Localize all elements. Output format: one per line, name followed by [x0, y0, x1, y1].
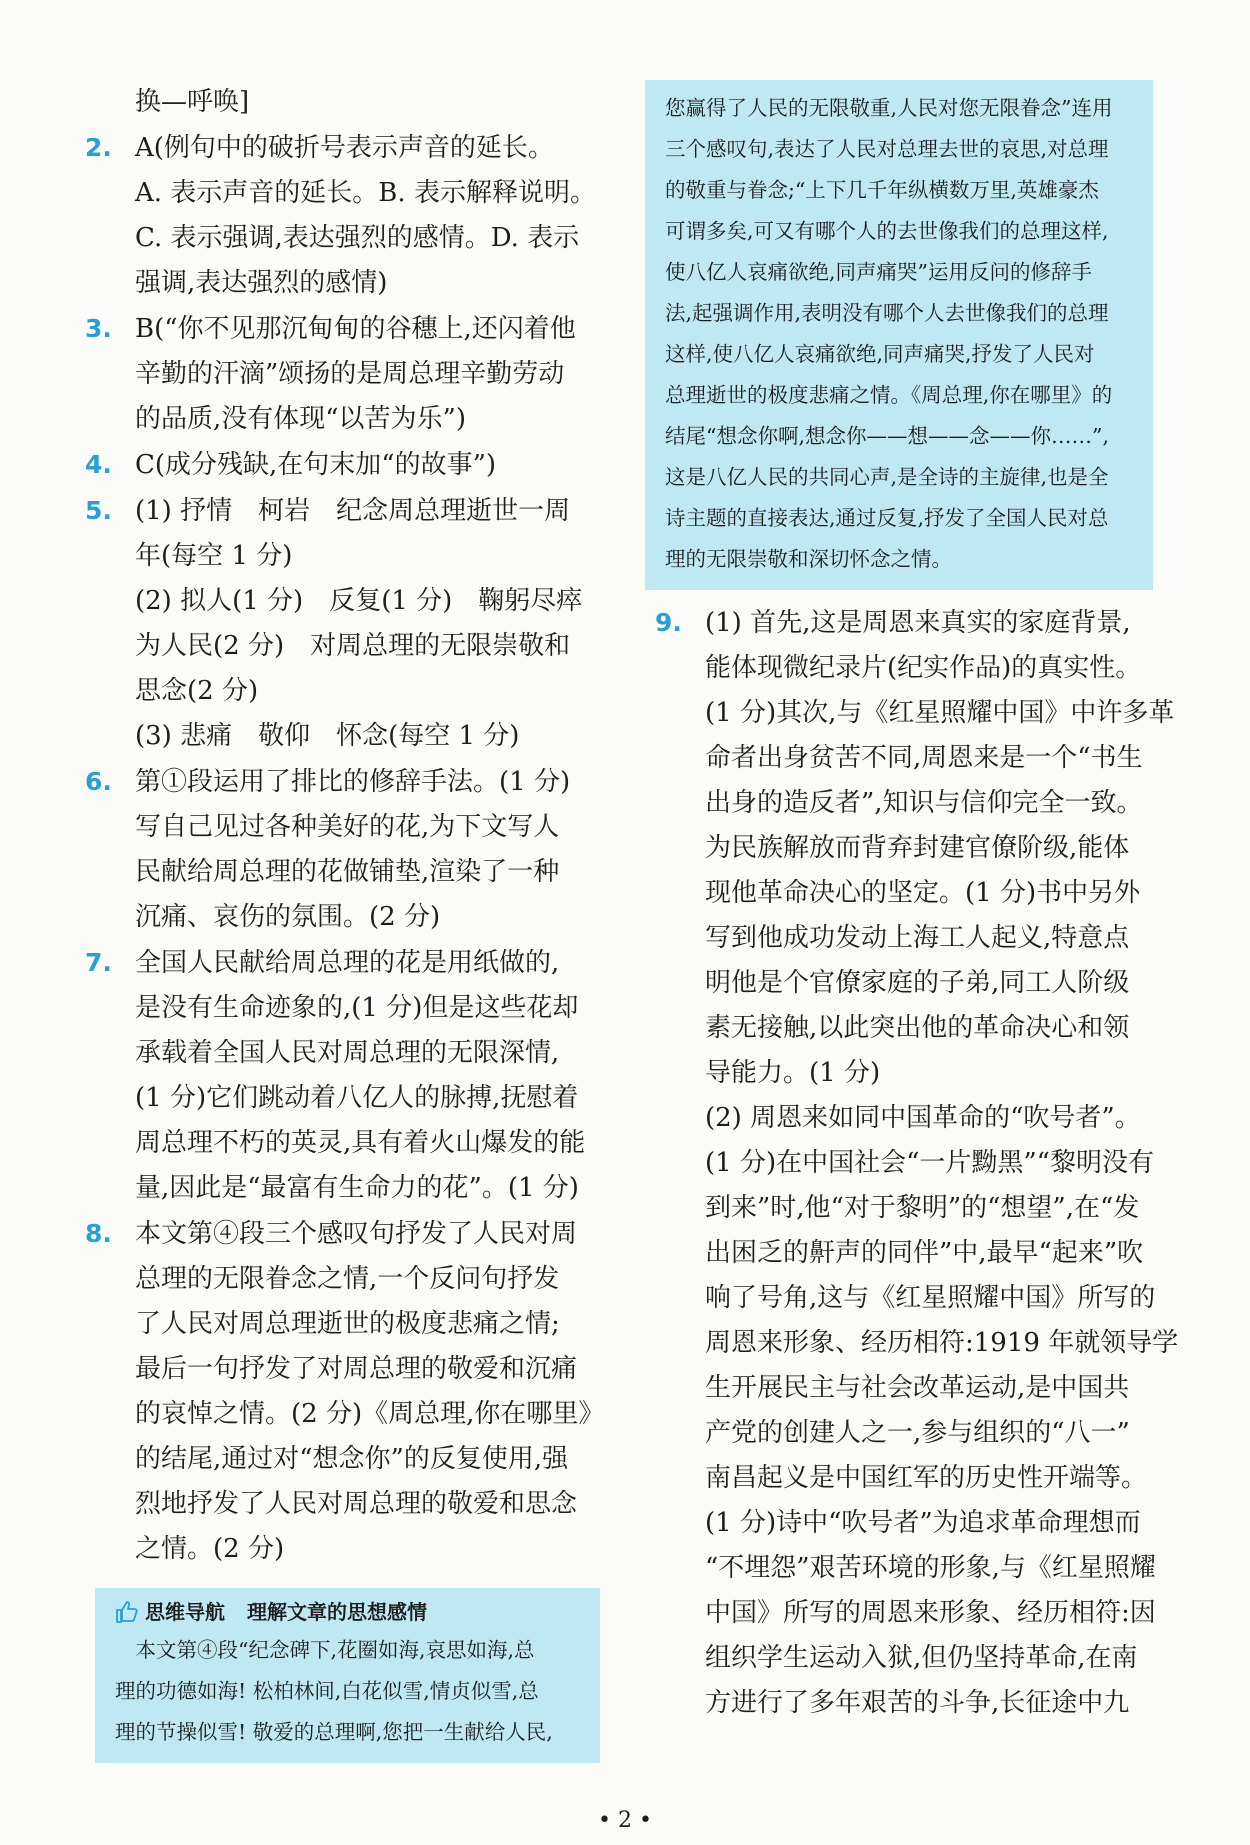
thinking-guide-line: 理的节操似雪! 敬爱的总理啊,您把一生献给人民, — [115, 1720, 553, 1744]
right-answer-list — [655, 600, 1179, 1726]
question-number: 3. — [85, 314, 112, 343]
answer-line — [655, 826, 1165, 871]
answer-text: 沉痛、哀伤的氛围。(2 分) — [135, 902, 441, 932]
answer-line — [655, 1546, 1165, 1591]
answer-text: 辛勤的汗滴”颂扬的是周总理辛勤劳动 — [135, 359, 565, 389]
answer-line — [655, 1276, 1165, 1321]
answer-line — [655, 1681, 1165, 1726]
thinking-guide-line: 理的功德如海! 松柏林间,白花似雪,情贞似雪,总 — [115, 1679, 539, 1703]
answer-text: 最后一句抒发了对周总理的敬爱和沉痛 — [135, 1354, 578, 1384]
answer-line — [655, 1141, 1165, 1186]
answer-text: 中国》所写的周恩来形象、经历相符:因 — [705, 1598, 1156, 1628]
analysis-line: 理的无限崇敬和深切怀念之情。 — [665, 547, 952, 571]
answer-text: 命者出身贫苦不同,周恩来是一个“书生 — [705, 743, 1143, 773]
answer-line — [85, 1166, 615, 1211]
answer-line — [655, 1006, 1165, 1051]
answer-text: 承载着全国人民对周总理的无限深情, — [135, 1038, 560, 1068]
thinking-guide-header — [115, 1594, 580, 1630]
answer-line — [85, 488, 615, 534]
question-number: 4. — [85, 450, 112, 479]
answer-text: 思念(2 分) — [135, 676, 259, 706]
answer-line — [85, 1392, 615, 1437]
answer-line — [85, 1031, 615, 1076]
answer-text: (1 分)其次,与《红星照耀中国》中许多革 — [705, 698, 1175, 728]
answer-text: (1) 首先,这是周恩来真实的家庭背景, — [705, 608, 1131, 638]
answer-line — [85, 80, 615, 125]
answer-text: 民献给周总理的花做铺垫,渲染了一种 — [135, 857, 560, 887]
answer-line — [85, 1437, 615, 1482]
thumbs-up-icon — [115, 1600, 139, 1624]
answer-text: C. 表示强调,表达强烈的感情。D. 表示 — [135, 223, 580, 253]
answer-text: 写自己见过各种美好的花,为下文写人 — [135, 812, 560, 842]
answer-text: 全国人民献给周总理的花是用纸做的, — [135, 948, 560, 978]
answer-line — [85, 306, 615, 352]
answer-line — [85, 1347, 615, 1392]
answer-text: 换—呼唤] — [135, 87, 250, 117]
answer-text: (1 分)在中国社会“一片黝黑”“黎明没有 — [705, 1148, 1154, 1178]
analysis-line: 可谓多矣,可又有哪个人的去世像我们的总理这样, — [665, 219, 1109, 243]
answer-text: 响了号角,这与《红星照耀中国》所写的 — [705, 1283, 1156, 1313]
answer-line — [655, 1501, 1165, 1546]
answer-text: (1) 抒情 柯岩 纪念周总理逝世一周 — [135, 496, 571, 526]
analysis-line: 使八亿人哀痛欲绝,同声痛哭”运用反问的修辞手 — [665, 260, 1092, 284]
answer-line — [655, 781, 1165, 826]
answer-line — [85, 397, 615, 442]
answer-line — [85, 759, 615, 805]
answer-text: 本文第④段三个感叹句抒发了人民对周 — [135, 1219, 578, 1249]
answer-line — [85, 352, 615, 397]
answer-line — [655, 1636, 1165, 1681]
answer-line — [85, 1527, 615, 1572]
answer-line — [85, 534, 615, 579]
answer-text: 出困乏的鼾声的同伴”中,最早“起来”吹 — [705, 1238, 1144, 1268]
answer-line — [85, 579, 615, 624]
answer-line — [655, 1051, 1165, 1096]
answer-line — [655, 1186, 1165, 1231]
answer-line — [655, 1231, 1165, 1276]
answer-line — [85, 940, 615, 986]
question-number: 5. — [85, 496, 112, 525]
analysis-line: 总理逝世的极度悲痛之情。《周总理,你在哪里》的 — [665, 383, 1113, 407]
answer-text: (1 分)诗中“吹号者”为追求革命理想而 — [705, 1508, 1141, 1538]
answer-text: 素无接触,以此突出他的革命决心和领 — [705, 1013, 1130, 1043]
answer-line — [85, 714, 615, 759]
answer-line — [655, 1456, 1165, 1501]
thinking-guide-title: 思维导航 — [145, 1600, 225, 1624]
analysis-line: 结尾“想念你啊,想念你——想——念——你……”, — [665, 424, 1109, 448]
answer-text: 方进行了多年艰苦的斗争,长征途中九 — [705, 1688, 1130, 1718]
answer-text: 为民族解放而背弃封建官僚阶级,能体 — [705, 833, 1130, 863]
question-number: 7. — [85, 948, 112, 977]
answer-line — [85, 442, 615, 488]
answer-text: A(例句中的破折号表示声音的延长。 — [135, 133, 554, 163]
answer-line — [85, 1211, 615, 1257]
question-number: 6. — [85, 767, 112, 796]
answer-text: 年(每空 1 分) — [135, 541, 293, 571]
answer-text: “不埋怨”艰苦环境的形象,与《红星照耀 — [705, 1553, 1156, 1583]
answer-text: 现他革命决心的坚定。(1 分)书中另外 — [705, 878, 1141, 908]
answer-text: 的结尾,通过对“想念你”的反复使用,强 — [135, 1444, 569, 1474]
answer-text: 能体现微纪录片(纪实作品)的真实性。 — [705, 653, 1142, 683]
answer-text: 量,因此是“最富有生命力的花”。(1 分) — [135, 1173, 579, 1203]
answer-line — [85, 1121, 615, 1166]
analysis-line: 法,起强调作用,表明没有哪个人去世像我们的总理 — [665, 301, 1109, 325]
answer-text: (1 分)它们跳动着八亿人的脉搏,抚慰着 — [135, 1083, 579, 1113]
answer-line — [85, 1302, 615, 1347]
answer-line — [85, 624, 615, 669]
question-number: 2. — [85, 133, 112, 162]
thinking-guide-subtitle: 理解文章的思想感情 — [247, 1600, 427, 1624]
answer-line — [655, 600, 1165, 646]
answer-line — [85, 805, 615, 850]
answer-line — [655, 961, 1165, 1006]
answer-line — [85, 669, 615, 714]
answer-line — [85, 1482, 615, 1527]
analysis-line: 的敬重与眷念;“上下几千年纵横数万里,英雄豪杰 — [665, 178, 1099, 202]
answer-line — [655, 871, 1165, 916]
answer-text: 的哀悼之情。(2 分)《周总理,你在哪里》 — [135, 1399, 605, 1429]
answer-text: (2) 拟人(1 分) 反复(1 分) 鞠躬尽瘁 — [135, 586, 583, 616]
answer-text: 南昌起义是中国红军的历史性开端等。 — [705, 1463, 1148, 1493]
answer-text: C(成分残缺,在句末加“的故事”) — [135, 450, 497, 480]
answer-line — [85, 1257, 615, 1302]
answer-text: 烈地抒发了人民对周总理的敬爱和思念 — [135, 1489, 578, 1519]
answer-text: (2) 周恩来如同中国革命的“吹号者”。 — [705, 1103, 1141, 1133]
answer-text: (3) 悲痛 敬仰 怀念(每空 1 分) — [135, 721, 520, 751]
answer-text: A. 表示声音的延长。B. 表示解释说明。 — [135, 178, 596, 208]
answer-line — [85, 895, 615, 940]
answer-text: 写到他成功发动上海工人起义,特意点 — [705, 923, 1130, 953]
answer-line — [655, 916, 1165, 961]
answer-text: 周总理不朽的英灵,具有着火山爆发的能 — [135, 1128, 586, 1158]
answer-line — [655, 1321, 1179, 1366]
answer-text: 之情。(2 分) — [135, 1534, 285, 1564]
answer-line — [85, 171, 615, 216]
analysis-line: 这是八亿人民的共同心声,是全诗的主旋律,也是全 — [665, 465, 1109, 489]
question-number: 9. — [655, 608, 682, 637]
analysis-line: 诗主题的直接表达,通过反复,抒发了全国人民对总 — [665, 506, 1109, 530]
answer-text: 导能力。(1 分) — [705, 1058, 881, 1088]
answer-line — [85, 216, 615, 261]
answer-line — [655, 736, 1165, 781]
answer-text: 的品质,没有体现“以苦为乐”) — [135, 404, 466, 434]
page-number: • 2 • — [598, 1808, 652, 1833]
answer-line — [655, 1411, 1165, 1456]
analysis-line: 三个感叹句,表达了人民对总理去世的哀思,对总理 — [665, 137, 1109, 161]
answer-text: 明他是个官僚家庭的子弟,同工人阶级 — [705, 968, 1130, 998]
answer-text: 到来”时,他“对于黎明”的“想望”,在“发 — [705, 1193, 1140, 1223]
analysis-line: 这样,使八亿人哀痛欲绝,同声痛哭,抒发了人民对 — [665, 342, 1095, 366]
answer-text: B(“你不见那沉甸甸的谷穗上,还闪着他 — [135, 314, 576, 344]
answer-line — [85, 850, 615, 895]
answer-text: 了人民对周总理逝世的极度悲痛之情; — [135, 1309, 560, 1339]
answer-line — [655, 691, 1175, 736]
answer-text: 是没有生命迹象的,(1 分)但是这些花却 — [135, 993, 579, 1023]
answer-line — [655, 1096, 1165, 1141]
analysis-continuation-box — [645, 80, 1153, 590]
question-number: 8. — [85, 1219, 112, 1248]
answer-line — [85, 125, 615, 171]
answer-line — [85, 986, 615, 1031]
answer-text: 产党的创建人之一,参与组织的“八一” — [705, 1418, 1130, 1448]
answer-text: 为人民(2 分) 对周总理的无限崇敬和 — [135, 631, 571, 661]
answer-line — [655, 1366, 1165, 1411]
left-answer-list — [85, 80, 615, 1572]
right-column — [655, 80, 1179, 1726]
answer-line — [655, 1591, 1165, 1636]
answer-text: 强调,表达强烈的感情) — [135, 268, 388, 298]
thinking-guide-box — [95, 1588, 600, 1763]
answer-text: 组织学生运动入狱,但仍坚持革命,在南 — [705, 1643, 1138, 1673]
answer-line — [655, 646, 1165, 691]
answer-text: 第①段运用了排比的修辞手法。(1 分) — [135, 767, 571, 797]
left-column — [85, 80, 615, 1763]
answer-line — [85, 261, 615, 306]
answer-line — [85, 1076, 615, 1121]
thinking-guide-line: 本文第④段“纪念碑下,花圈如海,哀思如海,总 — [115, 1638, 535, 1662]
answer-text: 总理的无限眷念之情,一个反问句抒发 — [135, 1264, 560, 1294]
thinking-guide-text — [115, 1630, 580, 1753]
answer-text: 生开展民主与社会改革运动,是中国共 — [705, 1373, 1130, 1403]
answer-text: 出身的造反者”,知识与信仰完全一致。 — [705, 788, 1143, 818]
analysis-line: 您赢得了人民的无限敬重,人民对您无限眷念”连用 — [665, 96, 1113, 120]
answer-text: 周恩来形象、经历相符:1919 年就领导学 — [705, 1328, 1179, 1358]
